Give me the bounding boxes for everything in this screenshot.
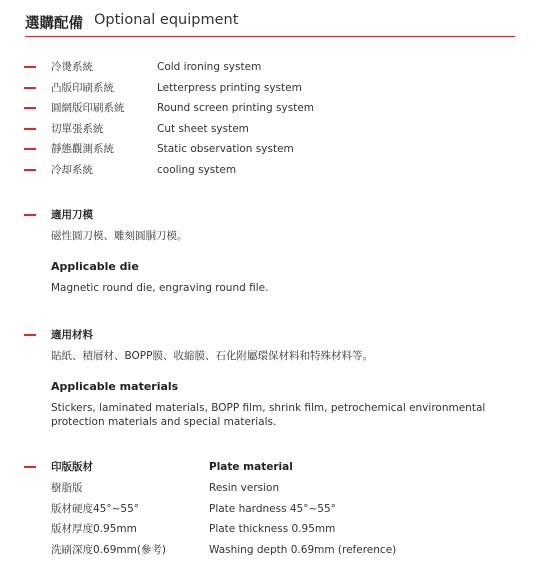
header-divider [25,36,515,37]
die-heading-en: Applicable die [51,260,139,273]
plate-row-cn: 版材厚度0.95mm [51,523,137,535]
option-label-en: Round screen printing system [157,102,315,114]
bullet-dash [24,107,36,109]
bullet-dash [24,87,36,89]
plate-heading-cn: 印版版材 [51,461,93,473]
plate-row-cn: 版材硬度45°~55° [51,503,140,515]
materials-heading-cn: 適用材料 [51,329,93,341]
option-label-en: Static observation system [157,143,294,155]
section-header [25,8,515,38]
die-text-en: Magnetic round die, engraving round file. [51,282,269,294]
option-label-en: Cold ironing system [157,61,262,73]
plate-heading-en: Plate material [209,461,293,473]
option-label-en: Cut sheet system [157,123,249,135]
option-label-cn: 凸版印刷系統 [51,82,114,94]
option-label-en: cooling system [157,164,237,176]
option-label-cn: 冷却系統 [51,164,93,176]
header-title-en: Optional equipment [94,12,239,28]
plate-row-en: Resin version [209,482,280,494]
option-label-cn: 圓網版印刷系統 [51,102,125,114]
die-heading-cn: 適用刀模 [51,209,93,221]
plate-row-en: Washing depth 0.69mm (reference) [209,544,397,556]
die-text-cn: 磁性圓刀模、雕刻圓胴刀模。 [51,230,188,242]
option-label-en: Letterpress printing system [157,82,302,94]
plate-row-en: Plate hardness 45°~55° [209,503,336,515]
bullet-dash [24,128,36,130]
plate-row-en: Plate thickness 0.95mm [209,523,336,535]
option-label-cn: 切單張系統 [51,123,104,135]
materials-text-en: Stickers, laminated materials, BOPP film, shrink film, petrochemical environmental protection materials and special materials. [51,402,486,428]
bullet-dash [24,66,36,68]
bullet-dash [24,334,36,336]
bullet-dash [24,214,36,216]
option-label-cn: 靜態觀測系統 [51,143,114,155]
header-title-cn: 選購配備 [25,16,83,32]
materials-heading-en: Applicable materials [51,380,179,393]
materials-text-cn: 貼紙、積層材、BOPP膜、收縮膜、石化附屬環保材料和特殊材料等。 [51,350,373,362]
plate-row-cn: 樹脂版 [51,482,83,494]
option-label-cn: 冷燙系統 [51,61,93,73]
bullet-dash [24,169,36,171]
bullet-dash [24,148,36,150]
bullet-dash [24,466,36,468]
plate-row-cn: 洗刷深度0.69mm(參考) [51,544,167,556]
